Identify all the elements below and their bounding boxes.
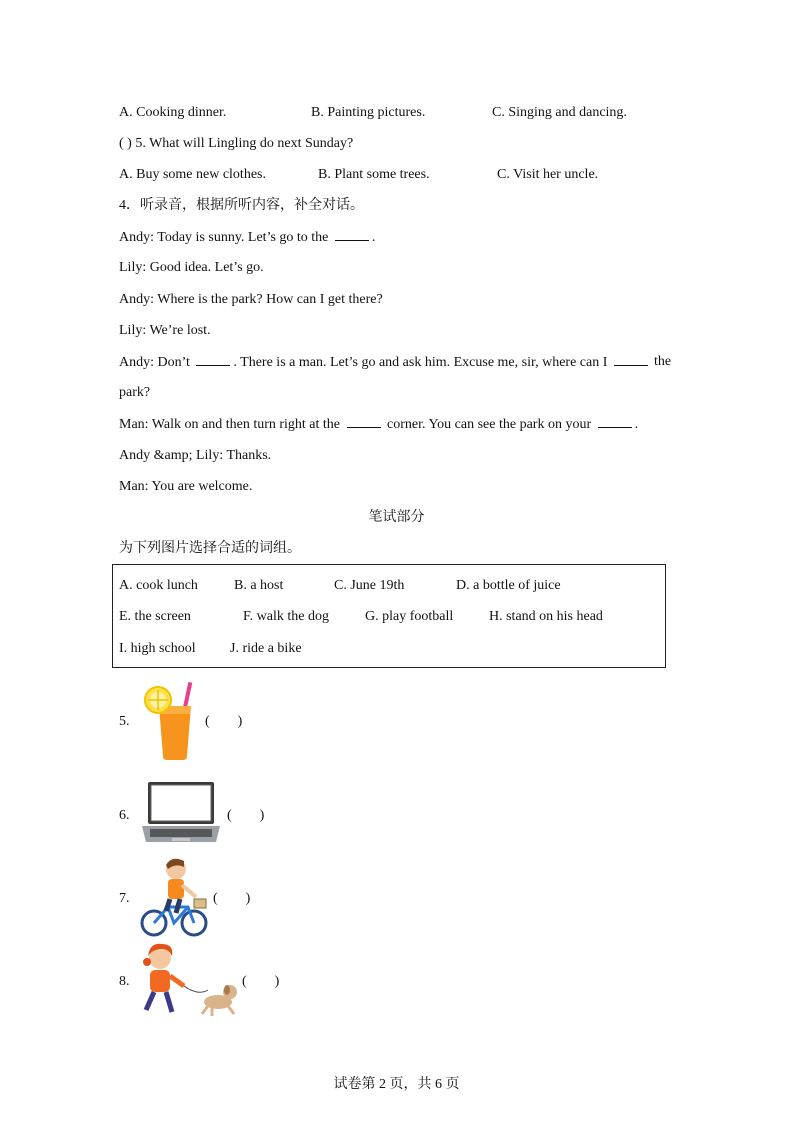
dialogue-line-9: Man: You are welcome. — [119, 479, 253, 494]
word-option: J. ride a bike — [230, 641, 302, 656]
word-bank-box — [112, 564, 666, 668]
written-section-heading: 笔试部分 — [368, 510, 425, 525]
boy-riding-bike-icon — [138, 855, 210, 939]
dialogue-line-1 — [119, 228, 375, 247]
word-option: H. stand on his head — [489, 609, 603, 624]
answer-paren: ( ) — [119, 136, 132, 151]
item-8-number: 8. — [119, 974, 130, 989]
dialogue-text: corner. You can see the park on your — [387, 417, 592, 432]
item-8-answer-paren[interactable]: ( ) — [242, 974, 280, 989]
dialogue-line-5-end: the — [654, 354, 672, 369]
word-option: C. June 19th — [334, 578, 405, 593]
dialogue-text: Man: Walk on and then turn right at the — [119, 417, 341, 432]
item-6-answer-paren[interactable]: ( ) — [227, 808, 265, 823]
dialogue-text: . — [371, 230, 376, 245]
q5-option-a: A. Buy some new clothes. — [119, 167, 266, 182]
laptop-icon — [140, 778, 222, 848]
q5-option-b: B. Plant some trees. — [318, 167, 430, 182]
blank-3[interactable] — [614, 353, 648, 366]
question-5 — [119, 135, 353, 153]
option-a-cooking-dinner: A. Cooking dinner. — [119, 105, 227, 120]
option-c-singing-dancing: C. Singing and dancing. — [492, 105, 627, 120]
word-option: A. cook lunch — [119, 578, 198, 593]
item-6-number: 6. — [119, 808, 130, 823]
dialogue-line-6: park? — [119, 385, 151, 400]
dialogue-line-2: Lily: Good idea. Let’s go. — [119, 260, 264, 275]
item-7-number: 7. — [119, 891, 130, 906]
dialogue-line-5 — [119, 353, 651, 372]
item-5-number: 5. — [119, 714, 130, 729]
dialogue-line-7 — [119, 415, 638, 434]
section-4-title: 4．听录音，根据所听内容，补全对话。 — [119, 198, 364, 213]
dialogue-line-3: Andy: Where is the park? How can I get there? — [119, 292, 383, 307]
juice-icon — [141, 680, 197, 762]
dialogue-text: Andy: Don’t — [119, 355, 190, 370]
item-7-answer-paren[interactable]: ( ) — [213, 891, 251, 906]
girl-walking-dog-icon — [138, 940, 240, 1020]
dialogue-text: . — [634, 417, 639, 432]
question-5-text: 5. What will Lingling do next Sunday? — [135, 136, 354, 151]
word-option: G. play football — [365, 609, 454, 624]
written-instruction: 为下列图片选择合适的词组。 — [119, 541, 301, 556]
dialogue-text: Andy: Today is sunny. Let’s go to the — [119, 230, 329, 245]
option-b-painting-pictures: B. Painting pictures. — [311, 105, 426, 120]
q5-option-c: C. Visit her uncle. — [497, 167, 599, 182]
word-option: D. a bottle of juice — [456, 578, 561, 593]
blank-1[interactable] — [335, 228, 369, 241]
word-option: F. walk the dog — [243, 609, 329, 624]
dialogue-text: . There is a man. Let’s go and ask him. Excuse me, sir, where can I — [233, 355, 608, 370]
blank-5[interactable] — [598, 415, 632, 428]
word-option: B. a host — [234, 578, 284, 593]
word-option: I. high school — [119, 641, 196, 656]
word-option: E. the screen — [119, 609, 191, 624]
page-footer: 试卷第 2 页，共 6 页 — [333, 1077, 460, 1092]
dialogue-line-4: Lily: We’re lost. — [119, 323, 211, 338]
blank-4[interactable] — [347, 415, 381, 428]
dialogue-line-8: Andy &amp; Lily: Thanks. — [119, 448, 272, 463]
blank-2[interactable] — [196, 353, 230, 366]
item-5-answer-paren[interactable]: ( ) — [205, 714, 243, 729]
